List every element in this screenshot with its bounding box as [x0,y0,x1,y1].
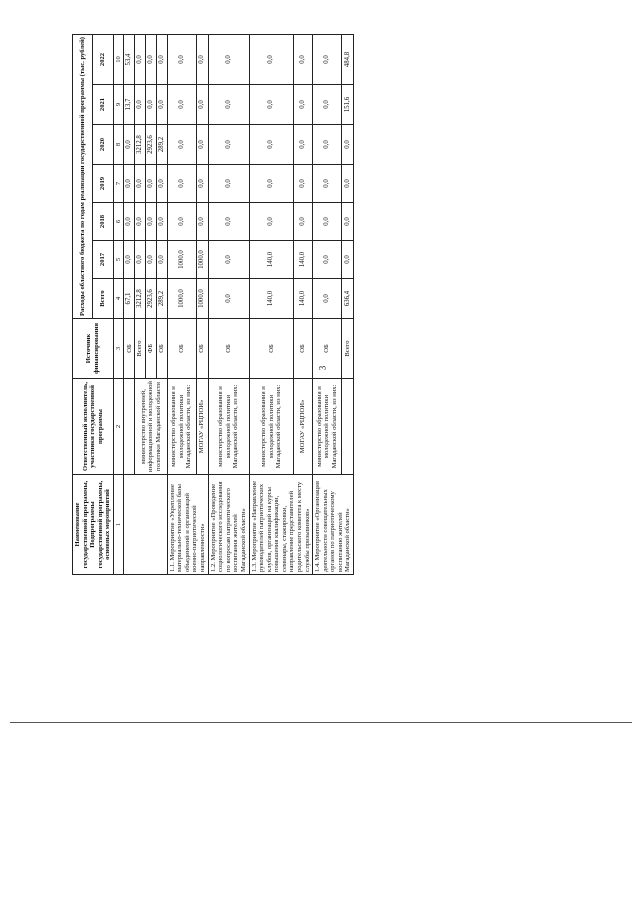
value-cell: 0,0 [146,85,157,125]
value-cell: 0,0 [313,203,342,241]
value-cell: 0,0 [135,241,146,279]
value-cell: 0,0 [156,203,167,241]
header-year-2022: 2022 [93,34,113,84]
value-cell: 0,0 [208,85,249,125]
rotated-table-wrapper [72,35,592,575]
header-name: Наименование государственной программы, Подпрограммы государственной программы, основных мероприятий [73,475,114,575]
row-responsible: министерство внутренней, информационной и молодежной политики Магаданской области [135,379,167,475]
value-cell: 484,8 [341,34,353,84]
value-cell: 0,0 [167,125,196,165]
value-cell: 0,0 [167,34,196,84]
value-cell: 0,0 [341,165,353,203]
value-cell: 0,0 [156,165,167,203]
value-cell: 0,0 [167,203,196,241]
value-cell: 67,1 [124,279,135,319]
table-row [208,34,249,574]
value-cell: 1000,0 [196,279,208,319]
value-cell: 0,0 [249,203,294,241]
value-cell: 0,0 [341,125,353,165]
value-cell: 0,0 [135,165,146,203]
value-cell: 289,2 [156,125,167,165]
row-source: ОБ [196,319,208,379]
row-responsible [341,379,353,475]
index-cell: 4 [113,279,124,319]
budget-table [72,34,354,575]
index-cell: 6 [113,203,124,241]
row-source: ОБ [124,319,135,379]
value-cell: 3212,8 [135,279,146,319]
index-cell: 1 [113,475,124,575]
row-responsible: министерство образования и молодежной политики Магаданской области, из них: [313,379,342,475]
row-source: ОБ [208,319,249,379]
row-responsible: министерство образования и молодежной политики Магаданской области, из них: [208,379,249,475]
value-cell: 0,0 [249,165,294,203]
value-cell: 636,4 [341,279,353,319]
value-cell: 0,0 [156,34,167,84]
value-cell: 0,0 [208,241,249,279]
value-cell: 0,0 [156,241,167,279]
value-cell: 0,0 [167,165,196,203]
value-cell: 0,0 [208,125,249,165]
table-row [313,34,342,574]
value-cell: 0,0 [208,203,249,241]
index-cell: 2 [113,379,124,475]
value-cell: 0,0 [124,241,135,279]
value-cell: 140,0 [249,241,294,279]
table-row [124,34,135,574]
row-name: 1.3. Мероприятие «Направление руководителей патриотических клубов, организаций на курсы повышения квалификации, семинары, стажировки, направление представителей родительского комитета к месту службы призывников» [249,475,313,575]
row-name [124,475,167,575]
value-cell: 1000,0 [196,241,208,279]
row-responsible: министерство образования и молодежной политики Магаданской области, из них: [167,379,196,475]
value-cell: 53,4 [124,34,135,84]
value-cell: 0,0 [196,203,208,241]
value-cell: 0,0 [156,85,167,125]
row-source: ОБ [313,319,342,379]
row-source: ОБ [167,319,196,379]
row-responsible [124,379,135,475]
row-name: 1.2. Мероприятие «Проведение социологического исследования по вопросам патриотического воспитания жителей Магаданской области» [208,475,249,575]
row-source: ФБ [146,319,157,379]
value-cell: 1000,0 [167,241,196,279]
table-row [249,34,294,574]
value-cell: 0,0 [196,125,208,165]
header-responsible: Ответственный исполнитель, участники государственной программы [73,379,114,475]
row-responsible: МОГАУ «РЦПОИ» [196,379,208,475]
value-cell: 0,0 [167,85,196,125]
index-cell: 7 [113,165,124,203]
value-cell: 2923,6 [146,125,157,165]
value-cell: 13,7 [124,85,135,125]
value-cell: 0,0 [249,85,294,125]
value-cell: 0,0 [294,85,313,125]
value-cell: 0,0 [313,241,342,279]
value-cell: 0,0 [135,34,146,84]
value-cell: 289,2 [156,279,167,319]
value-cell: 0,0 [124,165,135,203]
value-cell: 0,0 [294,34,313,84]
value-cell: 0,0 [249,125,294,165]
value-cell: 0,0 [341,203,353,241]
header-expenses: Расходы областного бюджета по годам реализации государственной программы (тыс. рублей) [73,34,93,318]
row-source: Всего [135,319,146,379]
header-year-2017: 2017 [93,241,113,279]
row-source: ОБ [294,319,313,379]
header-year-2018: 2018 [93,203,113,241]
value-cell: 140,0 [294,241,313,279]
scan-divider-line [10,722,632,723]
value-cell: 140,0 [249,279,294,319]
index-cell: 10 [113,34,124,84]
row-responsible: МОГАУ «РЦПОИ» [294,379,313,475]
value-cell: 0,0 [313,279,342,319]
value-cell: 0,0 [146,34,157,84]
index-cell: 8 [113,125,124,165]
index-row [113,34,124,574]
index-cell: 5 [113,241,124,279]
value-cell: 0,0 [124,203,135,241]
value-cell: 0,0 [249,34,294,84]
header-year-2020: 2020 [93,125,113,165]
index-cell: 3 [113,319,124,379]
value-cell: 0,0 [313,125,342,165]
index-cell: 9 [113,85,124,125]
value-cell: 1000,0 [167,279,196,319]
row-source: ОБ [249,319,294,379]
row-name: 1.1. Мероприятие «Укрепление материально-технической базы объединений и организаций военно-патриотической направленности» [167,475,208,575]
value-cell: 0,0 [196,165,208,203]
value-cell: 0,0 [208,34,249,84]
value-cell: 0,0 [146,203,157,241]
value-cell: 0,0 [196,85,208,125]
value-cell: 0,0 [124,125,135,165]
value-cell: 3212,8 [135,125,146,165]
row-source: ОБ [156,319,167,379]
value-cell: 0,0 [313,165,342,203]
value-cell: 0,0 [146,165,157,203]
header-source: Источник финансирования [73,319,114,379]
value-cell: 0,0 [294,165,313,203]
value-cell: 151,6 [341,85,353,125]
value-cell: 0,0 [341,241,353,279]
header-year-2021: 2021 [93,85,113,125]
page-number: 3 [317,365,328,371]
value-cell: 0,0 [313,34,342,84]
value-cell: 2923,6 [146,279,157,319]
value-cell: 140,0 [294,279,313,319]
value-cell: 0,0 [135,203,146,241]
row-name: 1.4. Мероприятие «Организация деятельности совещательных органов по патриотическому воспитанию жителей Магаданской области» [313,475,354,575]
value-cell: 0,0 [208,279,249,319]
value-cell: 0,0 [196,34,208,84]
row-responsible: министерство образования и молодежной политики Магаданской области, из них: [249,379,294,475]
value-cell: 0,0 [313,85,342,125]
header-year-total: Всего [93,279,113,319]
table-row [167,34,196,574]
value-cell: 0,0 [135,85,146,125]
header-year-2019: 2019 [93,165,113,203]
value-cell: 0,0 [294,125,313,165]
value-cell: 0,0 [294,203,313,241]
row-source: Всего [341,319,353,379]
value-cell: 0,0 [146,241,157,279]
value-cell: 0,0 [208,165,249,203]
